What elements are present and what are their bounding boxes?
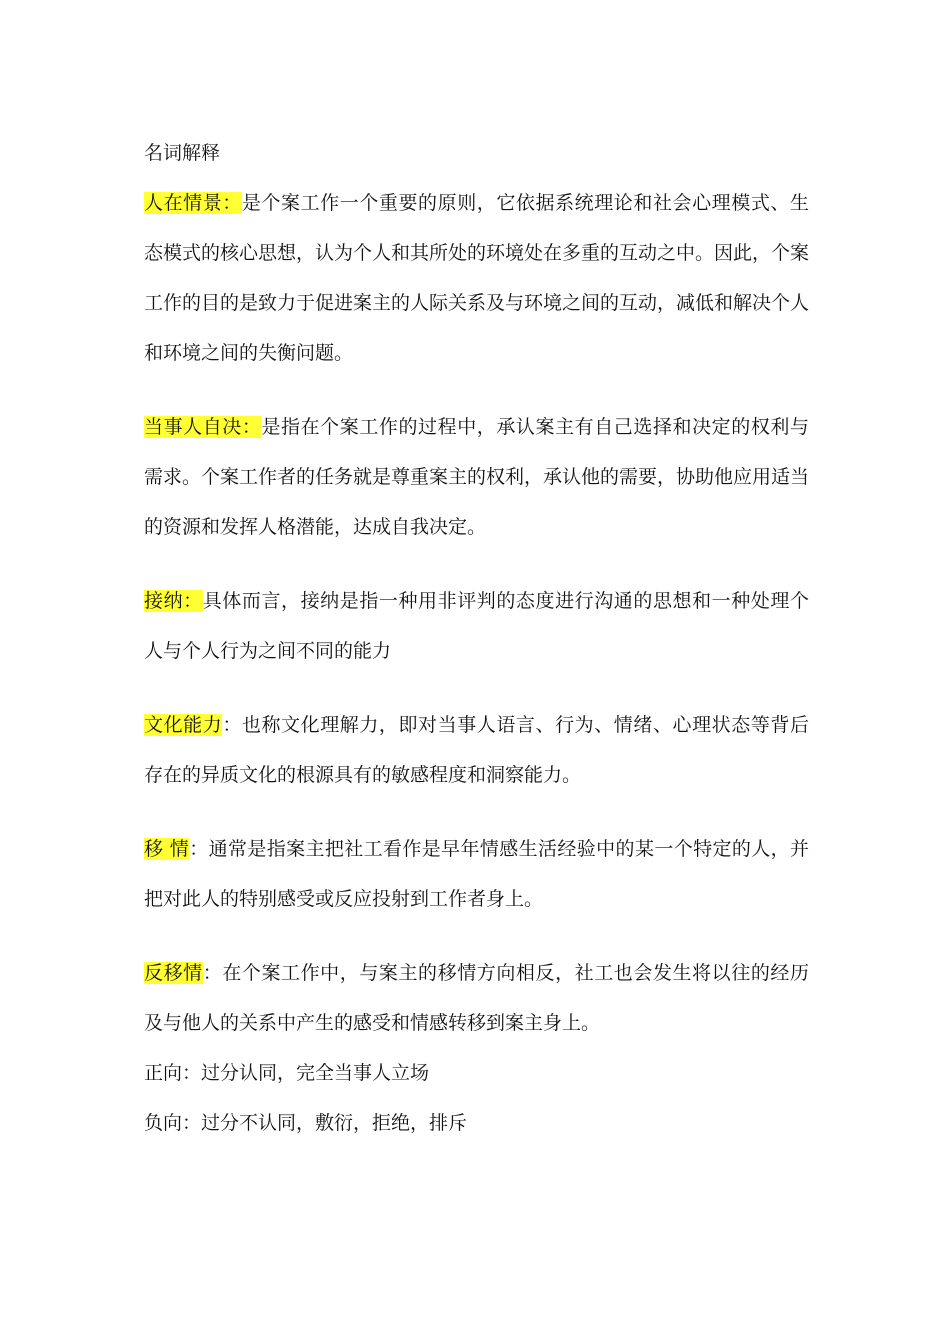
entry-text: 在个案工作中，与案主的移情方向相反，社工也会发生将以往的经历及与他人的关系中产生的感受和情感转移到案主身上。 xyxy=(144,962,809,1034)
term-highlight: 人在情景： xyxy=(144,192,242,214)
term-separator: ： xyxy=(222,714,242,736)
entry-text: 具体而言，接纳是指一种用非评判的态度进行沟通的思想和一种处理个人与个人行为之间不同的能力 xyxy=(144,590,809,662)
document-page xyxy=(144,128,809,1148)
entry-cultural-competence xyxy=(144,700,809,800)
positive-line: 正向：过分认同，完全当事人立场 xyxy=(144,1062,430,1084)
negative-line: 负向：过分不认同，敷衍，拒绝，排斥 xyxy=(144,1112,468,1134)
entry-person-in-situation xyxy=(144,178,809,378)
entry-acceptance xyxy=(144,576,809,676)
entry-self-determination xyxy=(144,402,809,552)
term-highlight: 接纳： xyxy=(144,590,203,612)
entry-text: 也称文化理解力，即对当事人语言、行为、情绪、心理状态等背后存在的异质文化的根源具有的敏感程度和洞察能力。 xyxy=(144,714,809,786)
term-separator: ： xyxy=(189,838,209,860)
term-highlight: 反移情 xyxy=(144,962,203,984)
entry-text: 是个案工作一个重要的原则，它依据系统理论和社会心理模式、生态模式的核心思想，认为个人和其所处的环境处在多重的互动之中。因此，个案工作的目的是致力于促进案主的人际关系及与环境之间的互动，减低和解决个人和环境之间的失衡问题。 xyxy=(144,192,810,364)
term-separator: ： xyxy=(202,962,223,984)
entry-text: 通常是指案主把社工看作是早年情感生活经验中的某一个特定的人，并把对此人的特别感受或反应投射到工作者身上。 xyxy=(144,838,809,910)
term-highlight: 文化能力 xyxy=(144,714,223,736)
term-highlight: 当事人自决： xyxy=(144,416,262,438)
entry-text: 是指在个案工作的过程中，承认案主有自己选择和决定的权利与需求。个案工作者的任务就是尊重案主的权利，承认他的需要，协助他应用适当的资源和发挥人格潜能，达成自我决定。 xyxy=(144,416,810,538)
entry-countertransference xyxy=(144,948,809,1048)
term-highlight: 移 情 xyxy=(144,838,190,860)
doc-title: 名词解释 xyxy=(144,142,221,164)
entry-transference xyxy=(144,824,809,924)
